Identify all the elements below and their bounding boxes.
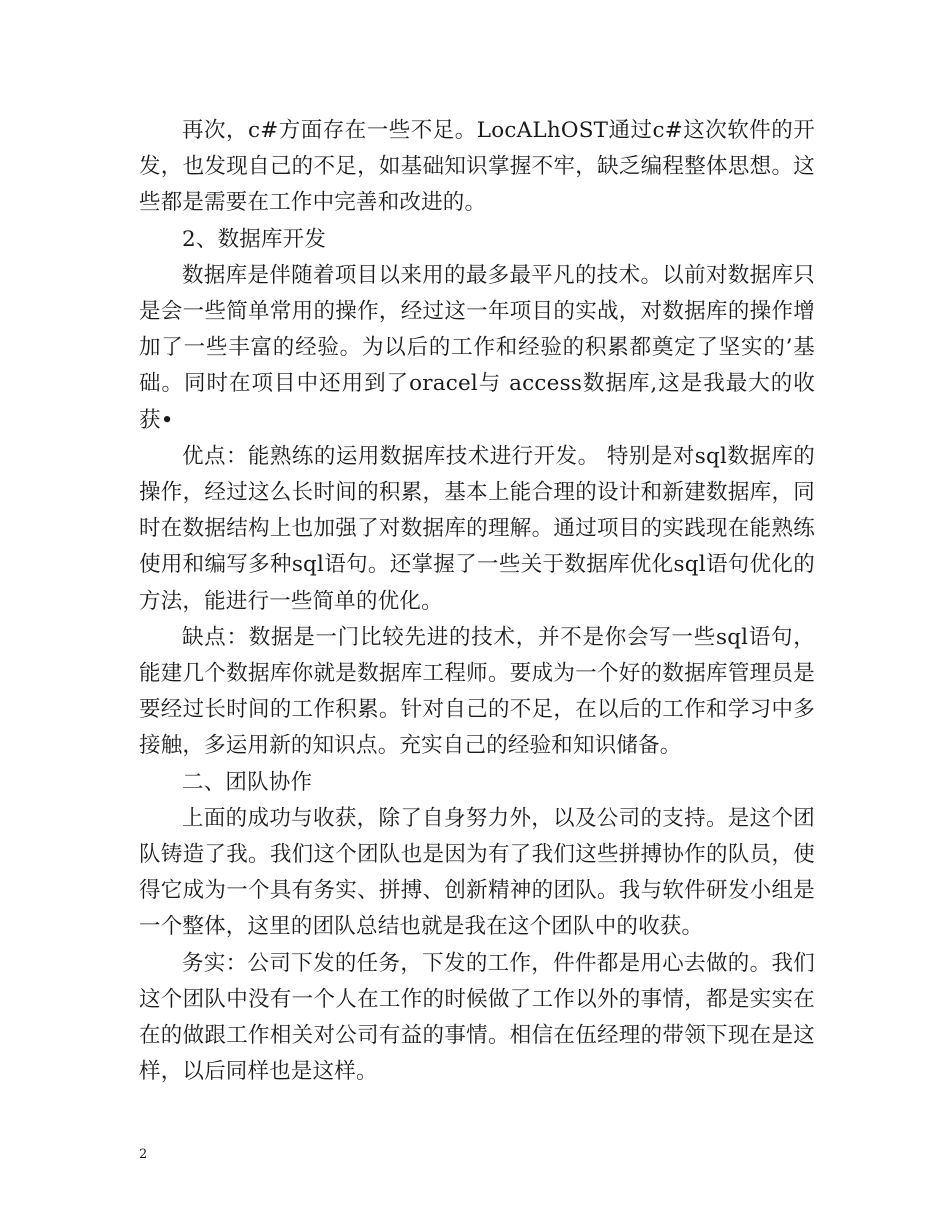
paragraph-team-achievements: 上面的成功与收获，除了自身努力外，以及公司的支持。是这个团队铸造了我。我们这个团队也是因为有了我们这些拼搏协作的队员，使得它成为一个具有务实、拼搏、创新精神的团队。我与软件研发小组是一个整体，这里的团队总结也就是我在这个团队中的收获。	[139, 805, 815, 940]
section-heading-database-development: 2、数据库开发	[182, 226, 327, 252]
paragraph-database-strengths: 优点：能熟练的运用数据库技术进行开发。 特别是对sql数据库的操作，经过这么长时间的积累，基本上能合理的设计和新建数据库，同时在数据结构上也加强了对数据库的理解。通过项目的实践现在能熟练使用和编写多种sql语句。还掌握了一些关于数据库优化sql语句优化的方法，能进行一些简单的优化。	[139, 443, 815, 614]
paragraph-database-weaknesses: 缺点：数据是一门比较先进的技术，并不是你会写一些sql语句，能建几个数据库你就是数据库工程师。要成为一个好的数据库管理员是要经过长时间的工作积累。针对自己的不足，在以后的工作和学习中多接触，多运用新的知识点。充实自己的经验和知识储备。	[139, 624, 815, 759]
paragraph-pragmatic-work: 务实：公司下发的任务，下发的工作，件件都是用心去做的。我们这个团队中没有一个人在工作的时候做了工作以外的事情，都是实实在在的做跟工作相关对公司有益的事情。相信在伍经理的带领下现在是这样，以后同样也是这样。	[139, 950, 815, 1085]
page-number: 2	[139, 1147, 148, 1162]
section-heading-teamwork: 二、团队协作	[182, 769, 313, 795]
paragraph-database-experience: 数据库是伴随着项目以来用的最多最平凡的技术。以前对数据库只是会一些简单常用的操作，经过这一年项目的实战，对数据库的操作增加了一些丰富的经验。为以后的工作和经验的积累都奠定了坚实的’基础。同时在项目中还用到了oracel与 access数据库,这是我最大的收获•	[139, 262, 815, 433]
paragraph-csharp-shortcomings: 再次，c#方面存在一些不足。LocALhOST通过c#这次软件的开发，也发现自己的不足，如基础知识掌握不牢，缺乏编程整体思想。这些都是需要在工作中完善和改进的。	[139, 118, 815, 216]
document-body	[139, 113, 815, 1090]
